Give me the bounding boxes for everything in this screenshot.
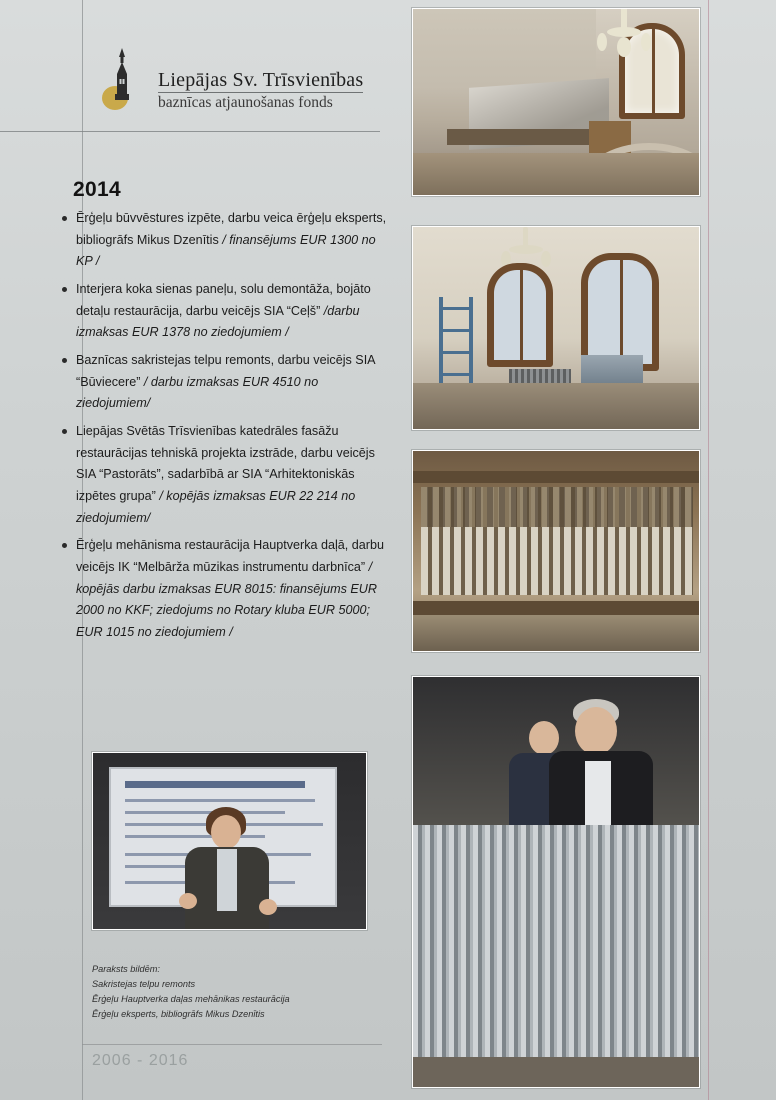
list-item-note: / kopējās izmaksas EUR 22 214 no ziedojumiem/: [76, 488, 356, 525]
list-item-text: Interjera koka sienas paneļu, solu demontāža, bojāto detaļu restaurācija, darbu veicējs SIA “Ceļš”: [76, 281, 371, 318]
list-item: [60, 208, 390, 273]
list-item-text: Ērģeļu būvvēstures izpēte, darbu veica ērģeļu eksperts, bibliogrāfs Mikus Dzenītis: [76, 211, 387, 247]
list-item-text: Ērģeļu mehānisma restaurācija Hauptverka daļā, darbu veicējs IK “Melbārža mūzikas instrumentu darbnīca”: [76, 538, 385, 574]
list-item-note: / darbu izmaksas EUR 4510 no ziedojumiem/: [76, 374, 319, 411]
caption-line: Sakristejas telpu remonts: [92, 978, 196, 989]
caption-line: Ērģeļu Hauptverka daļas mehānikas restaurācija: [92, 993, 290, 1004]
list-item-note: / kopējās darbu izmaksas EUR 8015: finansējums EUR 2000 no KKF; ziedojums no Rotary kluba EUR 5000; EUR 1015 no ziedojumiem /: [76, 559, 377, 639]
church-tower-icon: [96, 48, 150, 116]
activity-list: [60, 208, 390, 649]
bottom-horizontal-rule: [82, 1044, 382, 1045]
photo-lecturer-presentation: [92, 752, 367, 930]
bullet-icon: [62, 543, 67, 548]
photo-room-windows: [412, 226, 700, 430]
photo-caption-block: [92, 962, 392, 1022]
list-item-text: Liepājas Svētās Trīsvienības katedrāles fasāžu restaurācijas tehniskā projekta izstrāde, darbu veicējs SIA “Pastorāts”, sadarbībā ar SIA “Arhitektoniskās izpētes grupa”: [76, 423, 375, 503]
footer-year-range: 2006 - 2016: [92, 1052, 189, 1069]
list-item: [60, 535, 390, 643]
list-item: [60, 350, 390, 415]
logo: [96, 46, 386, 116]
top-horizontal-rule: [0, 131, 380, 132]
caption-line: Ērģeļu eksperts, bibliogrāfs Mikus Dzenītis: [92, 1008, 265, 1019]
list-item-note: /darbu izmaksas EUR 1378 no ziedojumiem /: [76, 303, 360, 340]
photo-organ-pipes-inspection: [412, 676, 700, 1088]
list-item: [60, 421, 390, 529]
logo-line-2: baznīcas atjaunošanas fonds: [158, 92, 363, 112]
bullet-icon: [62, 216, 67, 221]
bullet-icon: [62, 287, 67, 292]
list-item: [60, 279, 390, 344]
caption-title: Paraksts bildēm:: [92, 964, 160, 974]
list-item-note: / finansējums EUR 1300 no KP /: [76, 232, 376, 269]
list-item-text: Baznīcas sakristejas telpu remonts, darbu veicējs SIA “Būviecere”: [76, 352, 375, 389]
right-vertical-rule: [708, 0, 709, 1100]
photo-organ-mechanism: [412, 450, 700, 652]
logo-text: [158, 70, 363, 116]
tower-glyph: [113, 48, 131, 100]
bullet-icon: [62, 429, 67, 434]
bullet-icon: [62, 358, 67, 363]
logo-line-1: Liepājas Sv. Trīsvienības: [158, 69, 364, 92]
year-heading: 2014: [73, 178, 121, 201]
photo-sakristeja-before: [412, 8, 700, 196]
